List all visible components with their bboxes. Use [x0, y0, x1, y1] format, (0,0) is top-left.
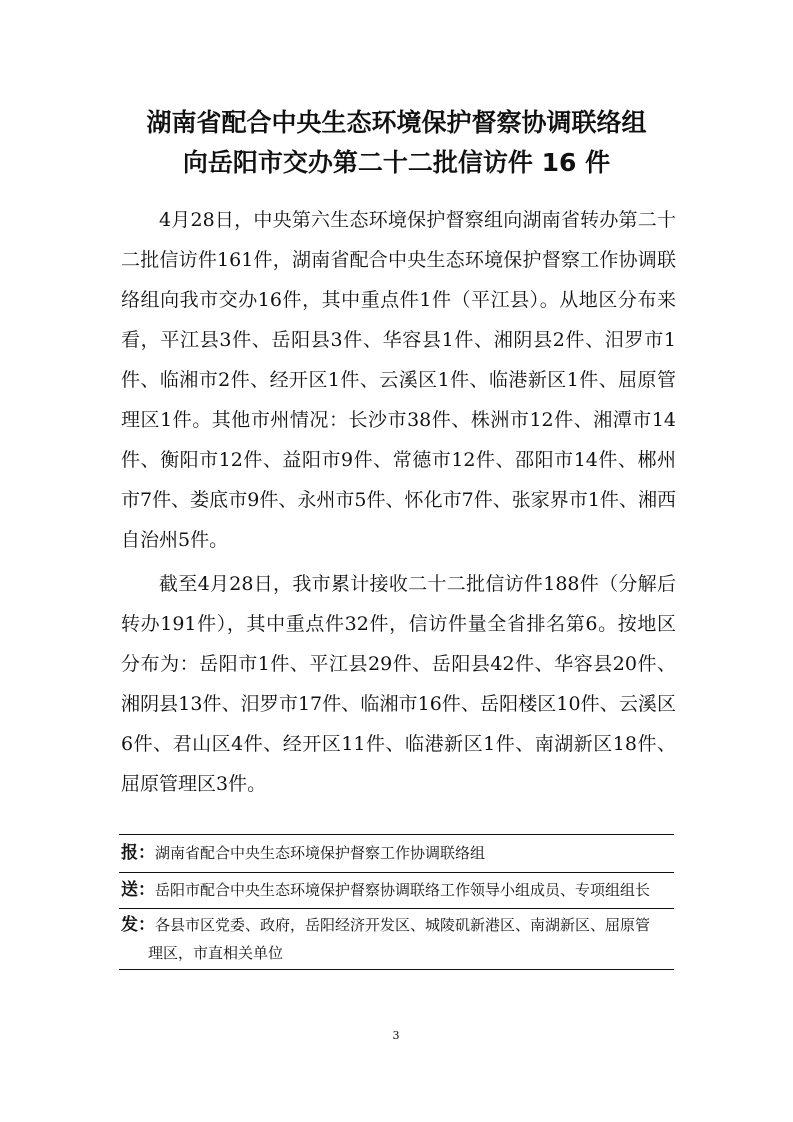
issue-recipient-line-1: 各县市区党委、政府，岳阳经济开发区、城陵矶新港区、南湖新区、屈原管 [155, 916, 651, 934]
distribution-issue-row [121, 911, 676, 967]
document-title-line-1: 湖南省配合中央生态环境保护督察协调联络组 [146, 108, 647, 137]
body-paragraph-2: 截至4月28日，我市累计接收二十二批信访件188件（分解后转办191件），其中重点件32件，信访件量全省排名第6。按地区分布为：岳阳市1件、平江县29件、岳阳县42件、华容县20件、湘阴县13件、汨罗市17件、临湘市16件、岳阳楼区10件、云溪区6件、君山区4件、经开区11件、临港新区1件、南湖新区18件、屈原管理区3件。 [121, 573, 676, 795]
send-recipient: 岳阳市配合中央生态环境保护督察协调联络工作领导小组成员、专项组组长 [155, 881, 651, 899]
divider-send [119, 908, 674, 909]
document-title-line-2: 向岳阳市交办第二十二批信访件 16 件 [182, 148, 611, 177]
divider-top [119, 834, 674, 835]
page-number: 3 [392, 1029, 400, 1042]
issue-recipient-line-2: 理区，市直相关单位 [148, 944, 284, 962]
distribution-report-row [121, 839, 676, 867]
distribution-send-row [121, 876, 676, 904]
issue-label: 发： [121, 915, 155, 935]
divider-report [119, 872, 674, 873]
report-recipient: 湖南省配合中央生态环境保护督察工作协调联络组 [155, 844, 486, 862]
divider-bottom [119, 969, 674, 970]
body-paragraph-1: 4月28日，中央第六生态环境保护督察组向湖南省转办第二十二批信访件161件，湖南省配合中央生态环境保护督察工作协调联络组向我市交办16件，其中重点件1件（平江县）。从地区分布来看，平江县3件、岳阳县3件、华容县1件、湘阴县2件、汨罗市1件、临湘市2件、经开区1件、云溪区1件、临港新区1件、屈原管理区1件。其他市州情况：长沙市38件、株洲市12件、湘潭市14件、衡阳市12件、益阳市9件、常德市12件、邵阳市14件、郴州市7件、娄底市9件、永州市5件、怀化市7件、张家界市1件、湘西自治州5件。 [121, 209, 676, 551]
report-label: 报： [121, 843, 155, 863]
send-label: 送： [121, 880, 155, 900]
